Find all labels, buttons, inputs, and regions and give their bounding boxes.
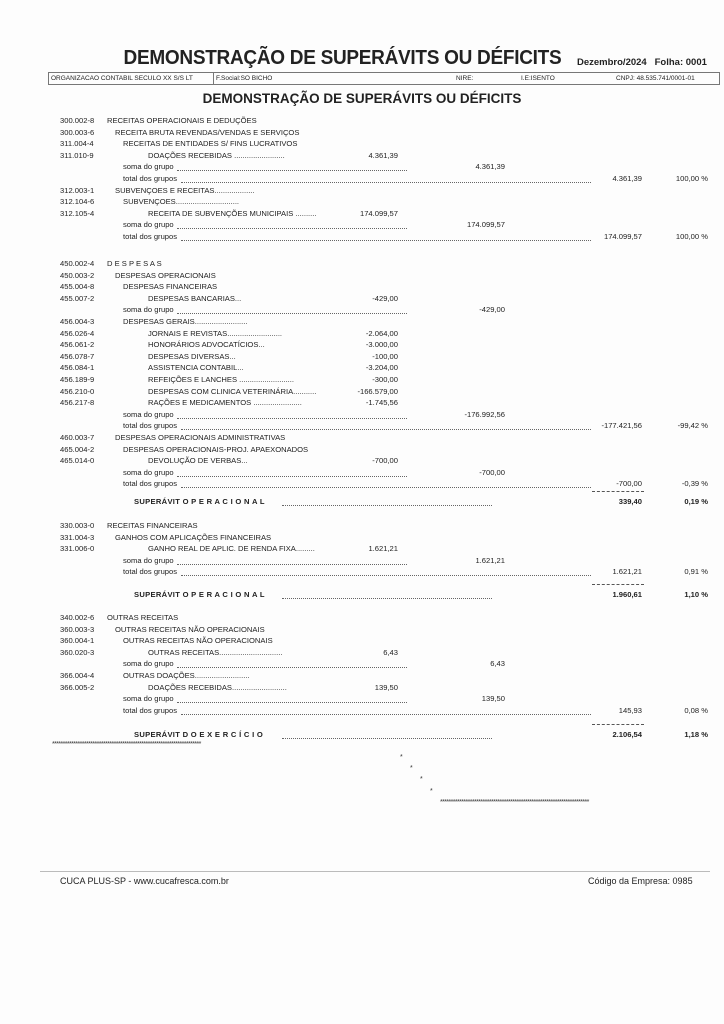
account-row: [0, 648, 724, 660]
group-label: soma do grupo: [123, 220, 174, 230]
group-sum-value: 1.621,21: [475, 555, 505, 565]
account-code: 360.020-3: [60, 647, 95, 657]
period-sheet: Dezembro/2024 Folha: 0001: [577, 57, 707, 68]
account-row: [0, 613, 724, 625]
report-section: [0, 497, 724, 509]
account-row: [0, 282, 724, 294]
account-label: DESPESAS OPERACIONAIS-PROJ. APAEXONADOS: [123, 444, 309, 454]
account-code: 366.005-2: [60, 682, 95, 692]
account-code: 460.003-7: [60, 432, 95, 442]
footer-software: CUCA PLUS-SP - www.cucafresca.com.br: [60, 876, 229, 886]
account-label: DOAÇÕES RECEBIDAS ........................: [148, 150, 285, 160]
account-code: 455.004-8: [60, 282, 95, 292]
account-row: [0, 340, 724, 352]
account-code: 330.003-0: [60, 521, 95, 530]
group-label: total dos grupos: [123, 567, 178, 577]
account-value: -300,00: [372, 374, 398, 384]
dotted-leader: [177, 476, 407, 477]
report-section: [0, 613, 724, 717]
report-section: [0, 730, 724, 742]
account-code: 450.002-4: [60, 259, 95, 268]
superavit-row: [0, 730, 724, 742]
account-row: [0, 456, 724, 468]
company-name: ORGANIZACAO CONTABIL SECULO XX S/S LT: [51, 74, 193, 82]
dotted-leader: [177, 702, 407, 703]
account-label: SUBVENÇOES E RECEITAS...................: [115, 185, 255, 195]
dotted-leader: [181, 714, 591, 715]
group-sum-value: -700,00: [479, 467, 505, 477]
percentage: 1,18 %: [684, 730, 708, 739]
account-code: 456.189-9: [60, 374, 95, 384]
group-sum-value: 4.361,39: [475, 162, 505, 172]
account-value: -3.000,00: [365, 340, 398, 350]
dotted-leader: [181, 487, 591, 488]
account-label: DOAÇÕES RECEBIDAS..........................: [148, 682, 287, 692]
group-label: soma do grupo: [123, 555, 174, 565]
account-row: [0, 116, 724, 128]
report-section: [0, 521, 724, 579]
group-label: total dos grupos: [123, 479, 178, 489]
account-code: 456.084-1: [60, 363, 95, 373]
account-row: [0, 387, 724, 399]
account-label: DESPESAS DIVERSAS...: [148, 351, 236, 361]
report-section: [0, 116, 724, 244]
account-code: 456.004-3: [60, 316, 95, 326]
percentage: 0,91 %: [684, 567, 708, 577]
account-code: 311.010-9: [60, 150, 94, 160]
group-total-value: 2.106,54: [612, 730, 642, 739]
account-code: 312.105-4: [60, 208, 95, 218]
account-row: [0, 398, 724, 410]
percentage: 0,19 %: [684, 497, 708, 506]
account-row: [0, 375, 724, 387]
account-row: [0, 625, 724, 637]
account-row: [0, 197, 724, 209]
dotted-leader: [282, 505, 492, 506]
dotted-leader: [181, 429, 591, 430]
account-label: RECEITAS FINANCEIRAS: [107, 521, 198, 530]
account-row: [0, 544, 724, 556]
superavit-row: [0, 497, 724, 509]
dotted-leader: [177, 418, 407, 419]
percentage: 100,00 %: [675, 173, 708, 183]
group-total-value: 1.621,21: [612, 567, 642, 577]
account-code: 465.014-0: [60, 456, 95, 466]
account-code: 465.004-2: [60, 444, 95, 454]
group-total-value: 4.361,39: [612, 173, 642, 183]
asterisk: *: [420, 776, 423, 783]
superavit-label: SUPERÁVIT D O E X E R C Í C I O: [134, 730, 264, 739]
group-sum-value: -176.992,56: [464, 409, 505, 419]
account-row: [0, 636, 724, 648]
account-label: RECEITAS OPERACIONAIS E DEDUÇÕES: [107, 116, 257, 125]
group-label: soma do grupo: [123, 305, 174, 315]
account-row: [0, 671, 724, 683]
account-label: OUTRAS RECEITAS NÃO OPERACIONAIS: [115, 624, 265, 634]
account-label: OUTRAS RECEITAS..............................: [148, 647, 283, 657]
soma-row: [0, 468, 724, 480]
account-row: [0, 521, 724, 533]
soma-row: [0, 556, 724, 568]
account-row: [0, 139, 724, 151]
group-label: soma do grupo: [123, 467, 174, 477]
social-name: F.Social:SO BICHO: [216, 74, 273, 82]
account-label: DESPESAS FINANCEIRAS: [123, 282, 218, 292]
superavit-label: SUPERÁVIT O P E R A C I O N A L: [134, 497, 265, 506]
account-value: 4.361,39: [368, 150, 398, 160]
account-value: -2.064,00: [365, 328, 398, 338]
account-value: -700,00: [372, 456, 398, 466]
account-code: 360.004-1: [60, 636, 95, 646]
account-row: [0, 363, 724, 375]
account-label: DESPESAS GERAIS.........................: [123, 316, 248, 326]
account-value: -166.579,00: [357, 386, 398, 396]
dotted-leader: [177, 170, 407, 171]
account-code: 456.078-7: [60, 351, 95, 361]
asterisk: *: [400, 754, 403, 761]
asterisk: *: [430, 788, 433, 795]
footer-divider: [40, 871, 710, 872]
group-sum-value: 174.099,57: [466, 220, 505, 230]
account-row: [0, 271, 724, 283]
total-row: [0, 567, 724, 579]
account-code: 455.007-2: [60, 293, 95, 303]
total-row: [0, 479, 724, 491]
superavit-label: SUPERÁVIT O P E R A C I O N A L: [134, 590, 265, 599]
account-label: GANHOS COM APLICAÇÕES FINANCEIRAS: [115, 532, 272, 542]
account-code: 340.002-6: [60, 613, 95, 622]
account-row: [0, 128, 724, 140]
group-label: soma do grupo: [123, 162, 174, 172]
account-value: -1.745,56: [365, 398, 398, 408]
account-row: [0, 186, 724, 198]
group-total-value: 145,93: [618, 705, 642, 715]
account-row: [0, 317, 724, 329]
account-label: HONORÁRIOS ADVOCATÍCIOS...: [148, 340, 265, 350]
account-label: DESPESAS COM CLINICA VETERINÁRIA...........: [148, 386, 317, 396]
group-label: total dos grupos: [123, 705, 178, 715]
account-code: 456.217-8: [60, 398, 95, 408]
percentage: 0,08 %: [684, 705, 708, 715]
account-value: -429,00: [372, 293, 398, 303]
account-row: [0, 329, 724, 341]
dotted-leader: [282, 598, 492, 599]
dotted-leader: [181, 240, 591, 241]
account-label: ASSISTENCIA CONTABIL...: [148, 363, 244, 373]
account-row: [0, 683, 724, 695]
dotted-leader: [181, 575, 591, 576]
account-label: DESPESAS OPERACIONAIS: [115, 270, 216, 280]
account-value: 139,50: [374, 682, 398, 692]
dotted-leader: [282, 738, 492, 739]
total-row: [0, 174, 724, 186]
account-row: [0, 433, 724, 445]
account-label: RECEITA BRUTA REVENDAS/VENDAS E SERVIÇOS: [115, 127, 300, 137]
sum-rule: [592, 724, 644, 725]
account-code: 331.006-0: [60, 544, 95, 554]
group-label: soma do grupo: [123, 659, 174, 669]
soma-row: [0, 220, 724, 232]
account-label: DEVOLUÇÃO DE VERBAS...: [148, 456, 248, 466]
account-label: JORNAIS E REVISTAS..........................: [148, 328, 283, 338]
account-row: [0, 294, 724, 306]
account-label: REFEIÇÕES E LANCHES ..........................: [148, 374, 295, 384]
account-code: 450.003-2: [60, 270, 95, 280]
asterisk-line: **********************************************************************: [440, 799, 589, 806]
account-value: 174.099,57: [359, 208, 398, 218]
account-value: 6,43: [383, 647, 398, 657]
total-row: [0, 232, 724, 244]
state-registration: I.E:ISENTO: [521, 74, 555, 82]
soma-row: [0, 305, 724, 317]
account-code: 456.061-2: [60, 340, 95, 350]
dotted-leader: [177, 228, 407, 229]
report-section: [0, 590, 724, 602]
dotted-leader: [177, 313, 407, 314]
group-label: total dos grupos: [123, 173, 178, 183]
group-sum-value: 139,50: [481, 694, 505, 704]
report-subtitle: DEMONSTRAÇÃO DE SUPERÁVITS OU DÉFICITS: [202, 91, 522, 106]
account-code: 311.004-4: [60, 139, 94, 149]
total-row: [0, 421, 724, 433]
group-label: soma do grupo: [123, 409, 174, 419]
group-label: soma do grupo: [123, 694, 174, 704]
soma-row: [0, 162, 724, 174]
account-code: 366.004-4: [60, 670, 95, 680]
dotted-leader: [177, 667, 407, 668]
total-row: [0, 706, 724, 718]
percentage: -0,39 %: [681, 479, 708, 489]
cnpj: CNPJ: 48.535.741/0001-01: [616, 74, 695, 82]
account-code: 300.003-6: [60, 127, 95, 137]
account-label: GANHO REAL DE APLIC. DE RENDA FIXA.........: [148, 544, 315, 554]
account-code: 456.210-0: [60, 386, 95, 396]
account-row: [0, 352, 724, 364]
account-label: OUTRAS RECEITAS: [107, 613, 179, 622]
percentage: -99,42 %: [677, 421, 708, 431]
account-code: 360.003-3: [60, 624, 95, 634]
account-code: 300.002-8: [60, 116, 95, 125]
account-code: 312.104-6: [60, 197, 95, 207]
soma-row: [0, 694, 724, 706]
dotted-leader: [181, 182, 591, 183]
report-section: [0, 259, 724, 491]
account-label: SUBVENÇOES..............................: [123, 197, 240, 207]
account-value: -3.204,00: [365, 363, 398, 373]
company-info-box: [48, 72, 720, 85]
group-sum-value: 6,43: [490, 659, 505, 669]
report-title: DEMONSTRAÇÃO DE SUPERÁVITS OU DÉFICITS: [123, 47, 561, 69]
group-total-value: 174.099,57: [603, 231, 642, 241]
account-label: DESPESAS BANCARIAS...: [148, 293, 242, 303]
percentage: 1,10 %: [684, 590, 708, 599]
divider: [213, 73, 214, 84]
account-label: DESPESAS OPERACIONAIS ADMINISTRATIVAS: [115, 432, 286, 442]
account-code: 312.003-1: [60, 185, 95, 195]
account-row: [0, 151, 724, 163]
soma-row: [0, 659, 724, 671]
group-label: total dos grupos: [123, 231, 178, 241]
account-label: OUTRAS DOAÇÕES..........................: [123, 670, 250, 680]
group-label: total dos grupos: [123, 421, 178, 431]
account-value: -100,00: [372, 351, 398, 361]
account-label: RECEITAS DE ENTIDADES S/ FINS LUCRATIVOS: [123, 139, 298, 149]
account-label: D E S P E S A S: [107, 259, 162, 268]
account-label: RECEITA DE SUBVENÇÕES MUNICIPAIS ..........: [148, 208, 317, 218]
nire: NIRE:: [456, 74, 474, 82]
footer-company-code: Código da Empresa: 0985: [588, 876, 693, 886]
group-total-value: 339,40: [618, 497, 642, 506]
group-total-value: -177.421,56: [601, 421, 642, 431]
account-label: RAÇÕES E MEDICAMENTOS .......................: [148, 398, 302, 408]
group-total-value: 1.960,61: [612, 590, 642, 599]
group-total-value: -700,00: [616, 479, 642, 489]
sum-rule: [592, 491, 644, 492]
superavit-row: [0, 590, 724, 602]
sum-rule: [592, 584, 644, 585]
group-sum-value: -429,00: [479, 305, 505, 315]
account-value: 1.621,21: [368, 544, 398, 554]
account-code: 331.004-3: [60, 532, 95, 542]
account-label: OUTRAS RECEITAS NÃO OPERACIONAIS: [123, 636, 273, 646]
dotted-leader: [177, 564, 407, 565]
account-row: [0, 445, 724, 457]
account-row: [0, 533, 724, 545]
account-row: [0, 209, 724, 221]
soma-row: [0, 410, 724, 422]
account-row: [0, 259, 724, 271]
asterisk: *: [410, 765, 413, 772]
asterisk-line: **********************************************************************: [52, 741, 201, 748]
account-code: 456.026-4: [60, 328, 95, 338]
percentage: 100,00 %: [675, 231, 708, 241]
